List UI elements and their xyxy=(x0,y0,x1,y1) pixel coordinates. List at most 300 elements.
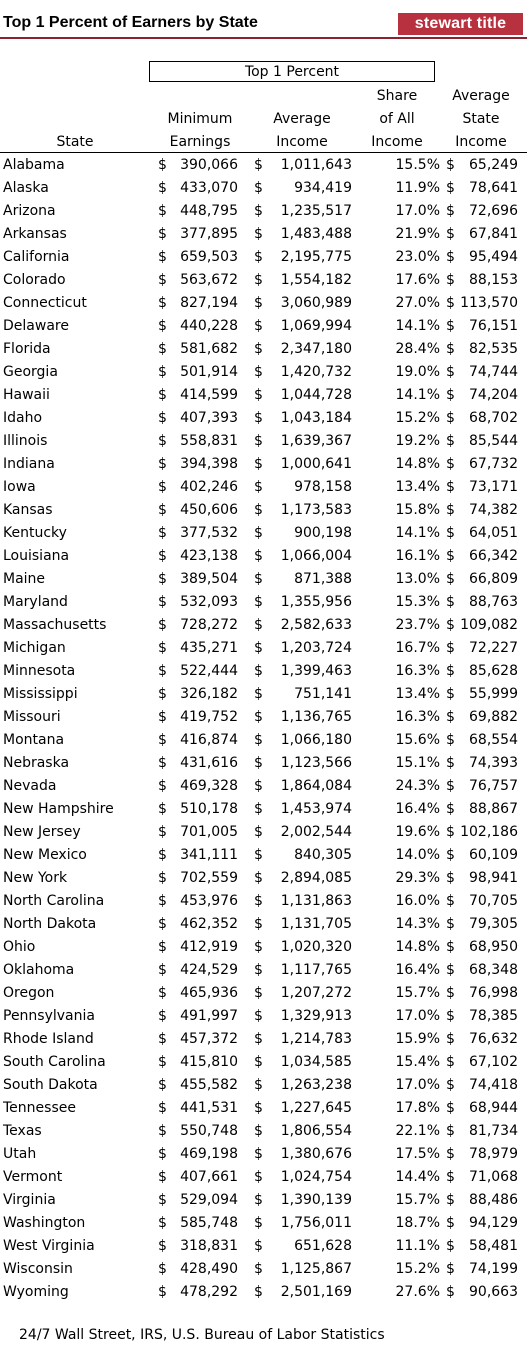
state-cell: Pennsylvania xyxy=(3,1008,95,1024)
state-cell: Connecticut xyxy=(3,295,87,311)
currency-symbol: $ xyxy=(446,1261,455,1277)
average-income-cell: 1,000,641 xyxy=(280,456,352,472)
minimum-earnings-cell: 585,748 xyxy=(180,1215,238,1231)
minimum-earnings-cell: 415,810 xyxy=(180,1054,238,1070)
currency-symbol: $ xyxy=(254,203,263,219)
state-cell: Iowa xyxy=(3,479,36,495)
state-cell: Kansas xyxy=(3,502,53,518)
state-cell: Hawaii xyxy=(3,387,50,403)
currency-symbol: $ xyxy=(254,594,263,610)
currency-symbol: $ xyxy=(446,433,455,449)
currency-symbol: $ xyxy=(254,318,263,334)
currency-symbol: $ xyxy=(254,502,263,518)
currency-symbol: $ xyxy=(446,1077,455,1093)
currency-symbol: $ xyxy=(158,1100,167,1116)
minimum-earnings-cell: 423,138 xyxy=(180,548,238,564)
average-income-cell: 1,203,724 xyxy=(280,640,352,656)
minimum-earnings-cell: 827,194 xyxy=(180,295,238,311)
currency-symbol: $ xyxy=(158,1146,167,1162)
table-row xyxy=(0,384,527,407)
table-row xyxy=(0,200,527,223)
table-row xyxy=(0,545,527,568)
table-row xyxy=(0,154,527,177)
average-income-cell: 1,136,765 xyxy=(280,709,352,725)
average-income-cell: 1,131,863 xyxy=(280,893,352,909)
share-of-income-cell: 17.0% xyxy=(395,1008,440,1024)
currency-symbol: $ xyxy=(446,410,455,426)
currency-symbol: $ xyxy=(446,755,455,771)
share-of-income-cell: 14.4% xyxy=(395,1169,440,1185)
currency-symbol: $ xyxy=(254,801,263,817)
table-row xyxy=(0,223,527,246)
currency-symbol: $ xyxy=(158,387,167,403)
page-title: Top 1 Percent of Earners by State xyxy=(3,14,258,31)
state-cell: Indiana xyxy=(3,456,55,472)
currency-symbol: $ xyxy=(158,479,167,495)
currency-symbol: $ xyxy=(254,916,263,932)
share-of-income-cell: 19.6% xyxy=(395,824,440,840)
average-income-cell: 2,582,633 xyxy=(280,617,352,633)
share-of-income-cell: 27.6% xyxy=(395,1284,440,1300)
average-state-income-cell: 67,732 xyxy=(469,456,518,472)
table-row xyxy=(0,683,527,706)
table-row xyxy=(0,614,527,637)
currency-symbol: $ xyxy=(446,318,455,334)
currency-symbol: $ xyxy=(446,1284,455,1300)
currency-symbol: $ xyxy=(446,295,455,311)
average-state-income-cell: 102,186 xyxy=(460,824,518,840)
currency-symbol: $ xyxy=(446,663,455,679)
average-state-income-cell: 85,628 xyxy=(469,663,518,679)
state-cell: Tennessee xyxy=(3,1100,76,1116)
state-cell: Washington xyxy=(3,1215,86,1231)
currency-symbol: $ xyxy=(158,824,167,840)
share-of-income-cell: 15.7% xyxy=(395,1192,440,1208)
state-cell: Alaska xyxy=(3,180,49,196)
share-of-income-cell: 14.8% xyxy=(395,456,440,472)
minimum-earnings-cell: 341,111 xyxy=(180,847,238,863)
share-of-income-cell: 19.0% xyxy=(395,364,440,380)
state-cell: Texas xyxy=(3,1123,42,1139)
table-row xyxy=(0,890,527,913)
currency-symbol: $ xyxy=(158,1008,167,1024)
currency-symbol: $ xyxy=(254,364,263,380)
currency-symbol: $ xyxy=(254,778,263,794)
table-row xyxy=(0,752,527,775)
currency-symbol: $ xyxy=(254,1284,263,1300)
average-income-cell: 1,554,182 xyxy=(280,272,352,288)
average-income-cell: 1,399,463 xyxy=(280,663,352,679)
currency-symbol: $ xyxy=(158,226,167,242)
minimum-earnings-cell: 457,372 xyxy=(180,1031,238,1047)
currency-symbol: $ xyxy=(254,410,263,426)
currency-symbol: $ xyxy=(254,640,263,656)
currency-symbol: $ xyxy=(158,732,167,748)
share-of-income-cell: 23.7% xyxy=(395,617,440,633)
average-income-cell: 1,131,705 xyxy=(280,916,352,932)
currency-symbol: $ xyxy=(446,180,455,196)
minimum-earnings-cell: 465,936 xyxy=(180,985,238,1001)
currency-symbol: $ xyxy=(158,249,167,265)
average-income-cell: 1,329,913 xyxy=(280,1008,352,1024)
header-stinc-line2: State xyxy=(462,111,500,127)
currency-symbol: $ xyxy=(446,1054,455,1070)
average-state-income-cell: 67,841 xyxy=(469,226,518,242)
share-of-income-cell: 16.7% xyxy=(395,640,440,656)
state-cell: Vermont xyxy=(3,1169,63,1185)
currency-symbol: $ xyxy=(446,1008,455,1024)
average-state-income-cell: 70,705 xyxy=(469,893,518,909)
state-cell: New Mexico xyxy=(3,847,87,863)
currency-symbol: $ xyxy=(254,571,263,587)
table-row xyxy=(0,1212,527,1235)
table-row xyxy=(0,729,527,752)
currency-symbol: $ xyxy=(158,1123,167,1139)
share-of-income-cell: 15.1% xyxy=(395,755,440,771)
currency-symbol: $ xyxy=(254,525,263,541)
average-state-income-cell: 85,544 xyxy=(469,433,518,449)
state-cell: New Jersey xyxy=(3,824,81,840)
average-income-cell: 900,198 xyxy=(294,525,352,541)
currency-symbol: $ xyxy=(446,1100,455,1116)
average-state-income-cell: 60,109 xyxy=(469,847,518,863)
currency-symbol: $ xyxy=(446,571,455,587)
currency-symbol: $ xyxy=(158,778,167,794)
currency-symbol: $ xyxy=(158,1031,167,1047)
currency-symbol: $ xyxy=(254,1146,263,1162)
share-of-income-cell: 14.1% xyxy=(395,525,440,541)
state-cell: Georgia xyxy=(3,364,58,380)
minimum-earnings-cell: 448,795 xyxy=(180,203,238,219)
currency-symbol: $ xyxy=(254,939,263,955)
average-state-income-cell: 74,393 xyxy=(469,755,518,771)
average-income-cell: 1,069,994 xyxy=(280,318,352,334)
currency-symbol: $ xyxy=(254,1215,263,1231)
table-row xyxy=(0,821,527,844)
currency-symbol: $ xyxy=(446,1123,455,1139)
average-state-income-cell: 71,068 xyxy=(469,1169,518,1185)
header-underline xyxy=(0,152,527,153)
currency-symbol: $ xyxy=(446,686,455,702)
state-cell: Florida xyxy=(3,341,51,357)
share-of-income-cell: 15.6% xyxy=(395,732,440,748)
currency-symbol: $ xyxy=(446,732,455,748)
share-of-income-cell: 21.9% xyxy=(395,226,440,242)
state-cell: Virginia xyxy=(3,1192,56,1208)
currency-symbol: $ xyxy=(254,272,263,288)
share-of-income-cell: 29.3% xyxy=(395,870,440,886)
minimum-earnings-cell: 659,503 xyxy=(180,249,238,265)
table-row xyxy=(0,269,527,292)
currency-symbol: $ xyxy=(158,1215,167,1231)
currency-symbol: $ xyxy=(446,157,455,173)
minimum-earnings-cell: 501,914 xyxy=(180,364,238,380)
minimum-earnings-cell: 441,531 xyxy=(180,1100,238,1116)
currency-symbol: $ xyxy=(446,1215,455,1231)
minimum-earnings-cell: 428,490 xyxy=(180,1261,238,1277)
minimum-earnings-cell: 701,005 xyxy=(180,824,238,840)
table-row xyxy=(0,522,527,545)
currency-symbol: $ xyxy=(446,1146,455,1162)
average-state-income-cell: 78,979 xyxy=(469,1146,518,1162)
currency-symbol: $ xyxy=(254,157,263,173)
minimum-earnings-cell: 433,070 xyxy=(180,180,238,196)
header-min-line2: Earnings xyxy=(169,134,231,150)
average-income-cell: 1,020,320 xyxy=(280,939,352,955)
minimum-earnings-cell: 407,393 xyxy=(180,410,238,426)
currency-symbol: $ xyxy=(446,341,455,357)
currency-symbol: $ xyxy=(158,180,167,196)
average-income-cell: 2,894,085 xyxy=(280,870,352,886)
average-state-income-cell: 64,051 xyxy=(469,525,518,541)
currency-symbol: $ xyxy=(254,686,263,702)
average-state-income-cell: 95,494 xyxy=(469,249,518,265)
average-state-income-cell: 76,998 xyxy=(469,985,518,1001)
header-state: State xyxy=(56,134,94,150)
currency-symbol: $ xyxy=(158,456,167,472)
table-row xyxy=(0,315,527,338)
table-row xyxy=(0,1005,527,1028)
currency-symbol: $ xyxy=(254,1123,263,1139)
currency-symbol: $ xyxy=(254,226,263,242)
share-of-income-cell: 13.0% xyxy=(395,571,440,587)
state-cell: Illinois xyxy=(3,433,48,449)
average-income-cell: 1,043,184 xyxy=(280,410,352,426)
average-state-income-cell: 58,481 xyxy=(469,1238,518,1254)
average-state-income-cell: 98,941 xyxy=(469,870,518,886)
average-income-cell: 2,501,169 xyxy=(280,1284,352,1300)
state-cell: Nebraska xyxy=(3,755,70,771)
currency-symbol: $ xyxy=(446,962,455,978)
state-cell: Idaho xyxy=(3,410,43,426)
currency-symbol: $ xyxy=(158,525,167,541)
state-cell: Minnesota xyxy=(3,663,76,679)
currency-symbol: $ xyxy=(254,847,263,863)
state-cell: Arizona xyxy=(3,203,56,219)
minimum-earnings-cell: 435,271 xyxy=(180,640,238,656)
minimum-earnings-cell: 469,328 xyxy=(180,778,238,794)
state-cell: Wisconsin xyxy=(3,1261,73,1277)
state-cell: Massachusetts xyxy=(3,617,107,633)
table-row xyxy=(0,913,527,936)
average-state-income-cell: 81,734 xyxy=(469,1123,518,1139)
currency-symbol: $ xyxy=(446,1238,455,1254)
average-state-income-cell: 68,944 xyxy=(469,1100,518,1116)
state-cell: Colorado xyxy=(3,272,66,288)
average-income-cell: 1,227,645 xyxy=(280,1100,352,1116)
state-cell: Rhode Island xyxy=(3,1031,94,1047)
currency-symbol: $ xyxy=(446,456,455,472)
average-income-cell: 1,125,867 xyxy=(280,1261,352,1277)
minimum-earnings-cell: 416,874 xyxy=(180,732,238,748)
state-cell: Oregon xyxy=(3,985,55,1001)
currency-symbol: $ xyxy=(254,755,263,771)
average-state-income-cell: 74,199 xyxy=(469,1261,518,1277)
table-row xyxy=(0,1074,527,1097)
state-cell: Oklahoma xyxy=(3,962,75,978)
currency-symbol: $ xyxy=(446,249,455,265)
currency-symbol: $ xyxy=(254,1054,263,1070)
header-avg-line1: Average xyxy=(273,111,331,127)
currency-symbol: $ xyxy=(254,893,263,909)
currency-symbol: $ xyxy=(446,985,455,1001)
average-income-cell: 1,263,238 xyxy=(280,1077,352,1093)
minimum-earnings-cell: 318,831 xyxy=(180,1238,238,1254)
average-income-cell: 1,235,517 xyxy=(280,203,352,219)
average-state-income-cell: 74,744 xyxy=(469,364,518,380)
share-of-income-cell: 16.3% xyxy=(395,663,440,679)
share-of-income-cell: 16.3% xyxy=(395,709,440,725)
average-state-income-cell: 109,082 xyxy=(460,617,518,633)
average-income-cell: 1,044,728 xyxy=(280,387,352,403)
average-income-cell: 1,864,084 xyxy=(280,778,352,794)
state-cell: North Carolina xyxy=(3,893,105,909)
share-of-income-cell: 13.4% xyxy=(395,686,440,702)
share-of-income-cell: 15.2% xyxy=(395,410,440,426)
average-income-cell: 1,034,585 xyxy=(280,1054,352,1070)
average-income-cell: 1,066,180 xyxy=(280,732,352,748)
currency-symbol: $ xyxy=(158,1238,167,1254)
state-cell: Maine xyxy=(3,571,46,587)
table-row xyxy=(0,177,527,200)
header-stinc-line1: Average xyxy=(452,88,510,104)
average-income-cell: 1,024,754 xyxy=(280,1169,352,1185)
state-cell: Michigan xyxy=(3,640,66,656)
currency-symbol: $ xyxy=(446,778,455,794)
currency-symbol: $ xyxy=(446,847,455,863)
average-income-cell: 1,117,765 xyxy=(280,962,352,978)
average-income-cell: 840,305 xyxy=(294,847,352,863)
minimum-earnings-cell: 414,599 xyxy=(180,387,238,403)
state-cell: Maryland xyxy=(3,594,68,610)
average-income-cell: 651,628 xyxy=(294,1238,352,1254)
currency-symbol: $ xyxy=(158,916,167,932)
currency-symbol: $ xyxy=(158,295,167,311)
average-state-income-cell: 72,696 xyxy=(469,203,518,219)
currency-symbol: $ xyxy=(254,1100,263,1116)
currency-symbol: $ xyxy=(158,433,167,449)
share-of-income-cell: 17.0% xyxy=(395,203,440,219)
currency-symbol: $ xyxy=(446,479,455,495)
share-of-income-cell: 14.1% xyxy=(395,318,440,334)
header-min-line1: Minimum xyxy=(167,111,233,127)
currency-symbol: $ xyxy=(158,1284,167,1300)
minimum-earnings-cell: 491,997 xyxy=(180,1008,238,1024)
table-row xyxy=(0,660,527,683)
table-row xyxy=(0,1258,527,1281)
average-state-income-cell: 79,305 xyxy=(469,916,518,932)
currency-symbol: $ xyxy=(158,571,167,587)
share-of-income-cell: 14.8% xyxy=(395,939,440,955)
share-of-income-cell: 19.2% xyxy=(395,433,440,449)
average-state-income-cell: 88,153 xyxy=(469,272,518,288)
average-state-income-cell: 73,171 xyxy=(469,479,518,495)
minimum-earnings-cell: 407,661 xyxy=(180,1169,238,1185)
share-of-income-cell: 11.9% xyxy=(395,180,440,196)
currency-symbol: $ xyxy=(158,272,167,288)
currency-symbol: $ xyxy=(158,157,167,173)
table-row xyxy=(0,361,527,384)
table-row xyxy=(0,775,527,798)
table-row xyxy=(0,798,527,821)
currency-symbol: $ xyxy=(158,709,167,725)
average-state-income-cell: 68,348 xyxy=(469,962,518,978)
average-income-cell: 2,195,775 xyxy=(280,249,352,265)
average-income-cell: 1,453,974 xyxy=(280,801,352,817)
state-cell: Missouri xyxy=(3,709,61,725)
state-cell: Louisiana xyxy=(3,548,70,564)
currency-symbol: $ xyxy=(254,1008,263,1024)
minimum-earnings-cell: 419,752 xyxy=(180,709,238,725)
header-share-line1: Share xyxy=(376,88,418,104)
average-income-cell: 1,483,488 xyxy=(280,226,352,242)
minimum-earnings-cell: 377,532 xyxy=(180,525,238,541)
share-of-income-cell: 17.6% xyxy=(395,272,440,288)
share-of-income-cell: 15.9% xyxy=(395,1031,440,1047)
average-state-income-cell: 78,385 xyxy=(469,1008,518,1024)
currency-symbol: $ xyxy=(158,548,167,564)
table-row xyxy=(0,1281,527,1304)
table-row xyxy=(0,844,527,867)
minimum-earnings-cell: 462,352 xyxy=(180,916,238,932)
average-state-income-cell: 76,632 xyxy=(469,1031,518,1047)
table-row xyxy=(0,1189,527,1212)
share-of-income-cell: 15.8% xyxy=(395,502,440,518)
currency-symbol: $ xyxy=(254,985,263,1001)
average-income-cell: 2,347,180 xyxy=(280,341,352,357)
minimum-earnings-cell: 394,398 xyxy=(180,456,238,472)
stewart-title-logo: stewart title xyxy=(398,13,523,35)
currency-symbol: $ xyxy=(158,847,167,863)
currency-symbol: $ xyxy=(158,364,167,380)
state-cell: Nevada xyxy=(3,778,57,794)
share-of-income-cell: 17.5% xyxy=(395,1146,440,1162)
currency-symbol: $ xyxy=(446,801,455,817)
average-income-cell: 934,419 xyxy=(294,180,352,196)
minimum-earnings-cell: 326,182 xyxy=(180,686,238,702)
share-of-income-cell: 15.7% xyxy=(395,985,440,1001)
currency-symbol: $ xyxy=(158,870,167,886)
table-row xyxy=(0,246,527,269)
minimum-earnings-cell: 453,976 xyxy=(180,893,238,909)
currency-symbol: $ xyxy=(254,433,263,449)
average-state-income-cell: 67,102 xyxy=(469,1054,518,1070)
average-state-income-cell: 82,535 xyxy=(469,341,518,357)
currency-symbol: $ xyxy=(158,1261,167,1277)
currency-symbol: $ xyxy=(158,755,167,771)
share-of-income-cell: 22.1% xyxy=(395,1123,440,1139)
state-cell: California xyxy=(3,249,70,265)
average-income-cell: 1,380,676 xyxy=(280,1146,352,1162)
header-avg-line2: Income xyxy=(276,134,328,150)
currency-symbol: $ xyxy=(446,893,455,909)
header-stinc-line3: Income xyxy=(455,134,507,150)
currency-symbol: $ xyxy=(254,1192,263,1208)
average-income-cell: 1,639,367 xyxy=(280,433,352,449)
average-state-income-cell: 90,663 xyxy=(469,1284,518,1300)
source-note: 24/7 Wall Street, IRS, U.S. Bureau of Labor Statistics xyxy=(19,1327,385,1343)
currency-symbol: $ xyxy=(158,1077,167,1093)
table-row xyxy=(0,1120,527,1143)
currency-symbol: $ xyxy=(254,870,263,886)
currency-symbol: $ xyxy=(446,502,455,518)
average-income-cell: 978,158 xyxy=(294,479,352,495)
state-cell: South Dakota xyxy=(3,1077,98,1093)
currency-symbol: $ xyxy=(158,1169,167,1185)
minimum-earnings-cell: 702,559 xyxy=(180,870,238,886)
average-income-cell: 1,207,272 xyxy=(280,985,352,1001)
currency-symbol: $ xyxy=(446,272,455,288)
